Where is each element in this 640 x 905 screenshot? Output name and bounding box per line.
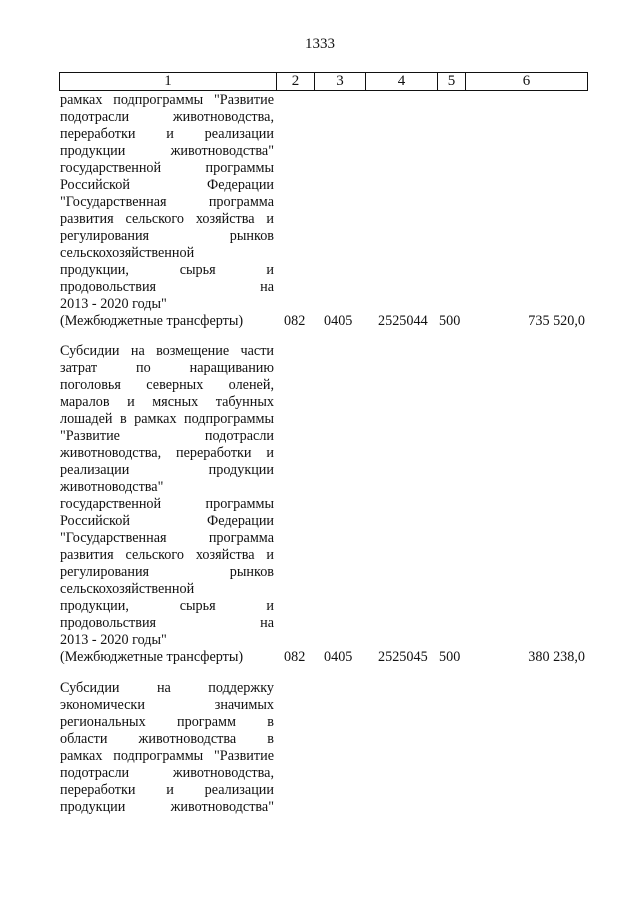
column-header-row [60, 73, 588, 91]
description-line: продукции, сырья и [60, 262, 274, 278]
budget-entry [60, 92, 590, 330]
amount-value: 735 520,0 [528, 313, 585, 329]
section-code: 0405 [324, 313, 353, 329]
ministry-code: 082 [284, 313, 306, 329]
budget-entry [60, 343, 590, 666]
description-line: регулирования рынков [60, 564, 274, 580]
description-line: экономически значимых [60, 697, 274, 713]
description-line: продовольствия на [60, 615, 274, 631]
description-line: развития сельского хозяйства и [60, 547, 274, 563]
description-line: (Межбюджетные трансферты) [60, 649, 244, 665]
description-line: животноводства, переработки и [60, 445, 274, 461]
description-line: подотрасли животноводства, [60, 109, 274, 125]
description-line: Российской Федерации [60, 513, 274, 529]
description-line: продовольствия на [60, 279, 274, 295]
description-line: регулирования рынков [60, 228, 274, 244]
column-header-5: 5 [438, 73, 466, 91]
description-line: развития сельского хозяйства и [60, 211, 274, 227]
column-header-6: 6 [466, 73, 588, 91]
column-header-4: 4 [366, 73, 438, 91]
section-code: 0405 [324, 649, 353, 665]
description-line: маралов и мясных табунных [60, 394, 274, 410]
description-line: области животноводства в [60, 731, 274, 747]
description-line: подотрасли животноводства, [60, 765, 274, 781]
entry-description [60, 343, 274, 666]
description-line: поголовья северных оленей, [60, 377, 274, 393]
description-line: продукции животноводства" [60, 799, 274, 815]
entry-description [60, 680, 274, 816]
description-line: переработки и реализации [60, 782, 274, 798]
description-line: региональных программ в [60, 714, 274, 730]
amount-value: 380 238,0 [528, 649, 585, 665]
description-line: затрат по наращиванию [60, 360, 274, 376]
description-line: Российской Федерации [60, 177, 274, 193]
description-line: продукции, сырья и [60, 598, 274, 614]
description-line: 2013 - 2020 годы" [60, 632, 167, 648]
description-line: государственной программы [60, 496, 274, 512]
description-line: "Развитие подотрасли [60, 428, 274, 444]
target-article-code: 2525045 [378, 649, 428, 665]
expense-type-code: 500 [439, 313, 461, 329]
description-line: "Государственная программа [60, 194, 274, 210]
expense-type-code: 500 [439, 649, 461, 665]
description-line: рамках подпрограммы "Развитие [60, 92, 274, 108]
description-line: рамках подпрограммы "Развитие [60, 748, 274, 764]
description-line: переработки и реализации [60, 126, 274, 142]
description-line: продукции животноводства" [60, 143, 274, 159]
page-number: 1333 [305, 36, 335, 52]
description-line: Субсидии на поддержку [60, 680, 274, 696]
description-line: государственной программы [60, 160, 274, 176]
column-header-2: 2 [277, 73, 315, 91]
column-header-table [59, 72, 588, 91]
budget-entry [60, 680, 590, 816]
column-header-3: 3 [315, 73, 366, 91]
target-article-code: 2525044 [378, 313, 428, 329]
ministry-code: 082 [284, 649, 306, 665]
description-line: сельскохозяйственной [60, 581, 195, 597]
description-line: реализации продукции [60, 462, 274, 478]
description-line: лошадей в рамках подпрограммы [60, 411, 274, 427]
description-line: сельскохозяйственной [60, 245, 195, 261]
description-line: 2013 - 2020 годы" [60, 296, 167, 312]
description-line: "Государственная программа [60, 530, 274, 546]
description-line: (Межбюджетные трансферты) [60, 313, 244, 329]
description-line: животноводства" [60, 479, 164, 495]
column-header-1: 1 [60, 73, 277, 91]
description-line: Субсидии на возмещение части [60, 343, 274, 359]
entry-description [60, 92, 274, 330]
